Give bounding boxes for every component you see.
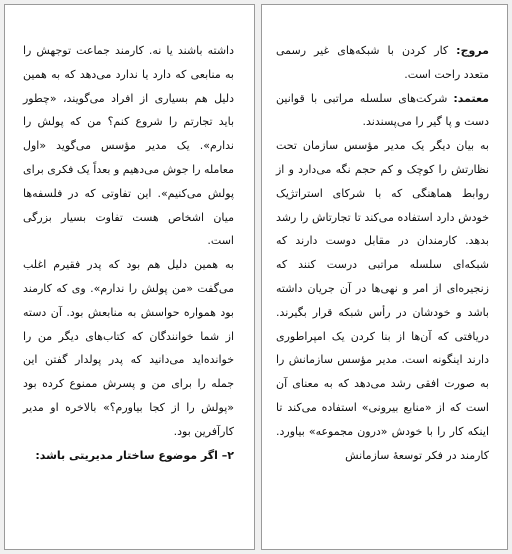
term-trustee: معتمد: [453,91,489,105]
left-page-text [5,5,254,467]
right-page-text [262,5,507,467]
left-page [4,4,255,550]
body-paragraph: به بیان دیگر یک مدیر مؤسس سازمان تحت نظارتش را کوچک و کم حجم نگه می‌دارد و از روابط هماهنگی که با شرکای استراتژیک خودش دارد استفاده می‌کند تا تجارتاش را رشد بدهد. کارمندان در مقابل دوست دارند که شبکه‌ای سلسله مراتبی درست کنند که زنجیره‌ای از امر و نهی‌ها در آن جریان داشته باشد و خودشان در رأس شبکه قرار بگیرند. دریافتی که آن‌ها از بنا کردن یک امپراطوری دارند اینگونه است. مدیر مؤسس سازمانش را به صورت افقی رشد می‌دهد که به معنای آن است که از «منابع بیرونی» استفاده می‌کند تا اینکه کار را با خودش «درون مجموعه» بیاورد. کارمند در فکر توسعهٔ سازمانش [276,139,489,462]
body-paragraph-2: به همین دلیل هم بود که پدر فقیرم اغلب می‌گفت «من پولش را ندارم». وی که کارمند بود همواره حواسش به منابعش بود. آن دسته از شما خوانندگان که کتاب‌های دیگر من را خوانده‌اید می‌دانید که پدر پولدار گفتن این جمله را برای من و پسرش ممنوع کرده بود «پولش را از کجا بیاورم؟» بالاخره او مدیر کارآفرین بود. [23,258,234,438]
definition-trustee: شرکت‌های سلسله مراتبی با قوانین دست و پا گیر را می‌پسندند. [276,91,489,129]
term-promoter: مروج: [456,44,489,57]
section-heading: ۲– اگر موضوع ساختار مدیریتی باشد: [35,448,234,462]
entry-promoter [276,39,489,87]
definition-promoter: کار کردن با شبکه‌های غیر رسمی متعدد راحت است. [276,44,489,81]
entry-trustee [276,87,489,135]
right-page [261,4,508,550]
body-paragraph-1: داشته باشند یا نه. کارمند جماعت توجهش را به منابعی که دارد یا ندارد می‌دهد که به همین دلیل هم بسیاری از افراد می‌گویند، «چطور باید تجارتم را شروع کنم؟ من که پولش را ندارم». یک مدیر مؤسس می‌گوید «اول معامله را جوش می‌دهیم و بعداً یک فکری برای پولش می‌کنیم». این تفاوتی که در فلسفه‌ها میان اشخاص هست تفاوت بسیار بزرگی است. [23,44,234,248]
